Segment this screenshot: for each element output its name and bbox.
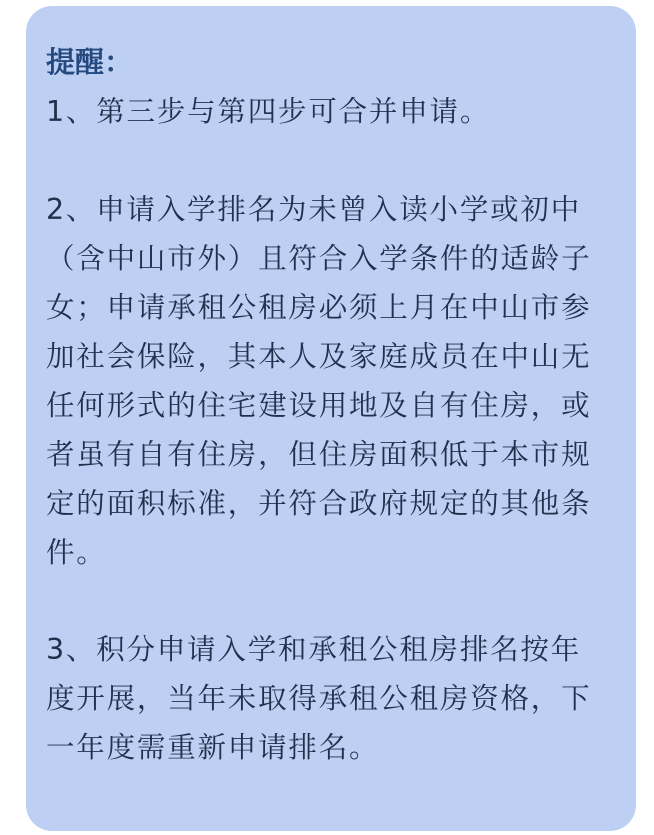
notice-line: 一年度需重新申请排名。 — [46, 731, 380, 764]
notice-card — [26, 6, 636, 831]
notice-line: 2、申请入学排名为未曾入读小学或初中 — [46, 193, 582, 226]
notice-title: 提醒： — [46, 45, 134, 79]
notice-line: （含中山市外）且符合入学条件的适龄子 — [46, 242, 592, 275]
notice-line: 定的面积标准，并符合政府规定的其他条 — [46, 487, 592, 520]
notice-line: 女；申请承租公租房必须上月在中山市参 — [46, 291, 592, 324]
notice-line: 加社会保险，其本人及家庭成员在中山无 — [46, 340, 592, 373]
notice-item-1 — [46, 87, 616, 136]
notice-line: 任何形式的住宅建设用地及自有住房，或 — [46, 389, 592, 422]
notice-item-3 — [46, 625, 616, 772]
notice-line: 件。 — [46, 536, 107, 569]
notice-line: 者虽有自有住房，但住房面积低于本市规 — [46, 438, 592, 471]
notice-line: 1、第三步与第四步可合并申请。 — [46, 95, 491, 128]
notice-line: 3、积分申请入学和承租公租房排名按年 — [46, 633, 582, 666]
notice-item-2 — [46, 185, 616, 577]
notice-line: 度开展，当年未取得承租公租房资格，下 — [46, 682, 592, 715]
